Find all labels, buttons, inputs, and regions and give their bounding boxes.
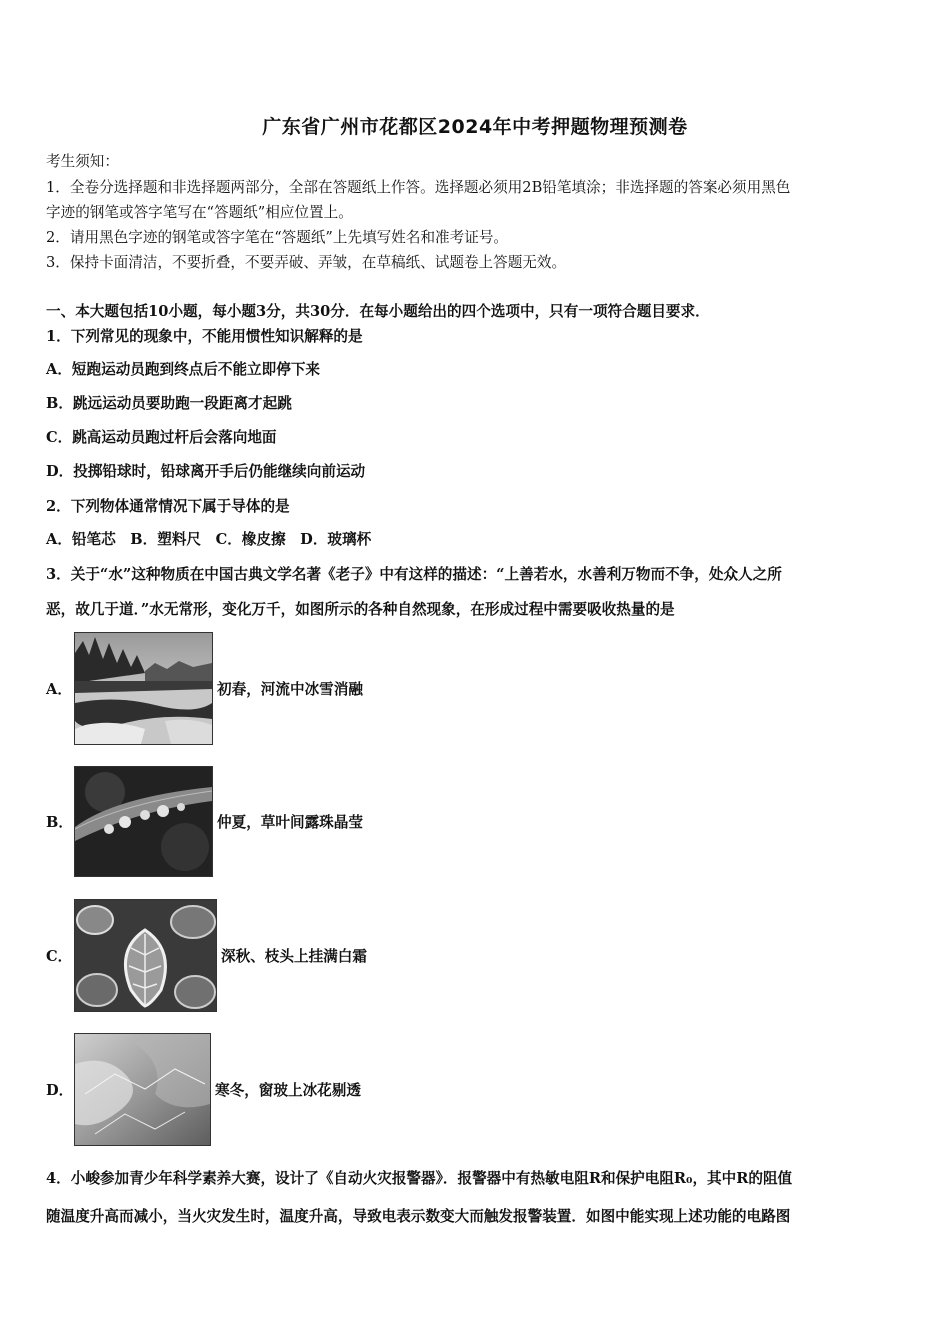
question-2-stem: 2．下列物体通常情况下属于导体的是 [46, 498, 290, 515]
option-letter: D． [46, 1082, 74, 1099]
question-1-option-c: C．跳高运动员跑过杆后会落向地面 [46, 429, 277, 446]
option-text: 仲夏，草叶间露珠晶莹 [217, 814, 363, 831]
question-3-option-d [46, 1033, 361, 1146]
question-4-stem: 4．小峻参加青少年科学素养大赛，设计了《自动火灾报警器》．报警器中有热敏电阻R和保护电阻R₀，其中R的阻值 [46, 1170, 793, 1187]
notice-item: 3．保持卡面清洁，不要折叠，不要弄破、弄皱，在草稿纸、试题卷上答题无效。 [46, 254, 567, 271]
dew-drops-photo [74, 766, 213, 877]
option-text: 寒冬，窗玻上冰花剔透 [215, 1082, 361, 1099]
question-4-stem: 随温度升高而减小，当火灾发生时，温度升高，导致电表示数变大而触发报警装置．如图中能实现上述功能的电路图 [46, 1208, 791, 1225]
question-2-options: A．铅笔芯 B．塑料尺 C．橡皮擦 D．玻璃杯 [46, 531, 372, 548]
section-heading: 一、本大题包括10小题，每小题3分，共30分．在每小题给出的四个选项中，只有一项符合题目要求． [46, 303, 710, 320]
frost-leaves-photo [74, 899, 217, 1012]
river-ice-melting-photo [74, 632, 213, 745]
question-3-option-b [46, 766, 363, 877]
question-1-option-b: B．跳远运动员要助跑一段距离才起跳 [46, 395, 292, 412]
question-1-option-a: A．短跑运动员跑到终点后不能立即停下来 [46, 361, 321, 378]
question-3-option-a [46, 632, 363, 745]
question-1-stem: 1．下列常见的现象中，不能用惯性知识解释的是 [46, 328, 363, 345]
question-1-option-d: D．投掷铅球时，铅球离开手后仍能继续向前运动 [46, 463, 366, 480]
option-letter: A． [46, 681, 72, 698]
notice-item: 2．请用黑色字迹的钢笔或答字笔在“答题纸”上先填写姓名和准考证号。 [46, 229, 509, 246]
notice-heading: 考生须知： [46, 153, 119, 170]
option-text: 深秋、枝头上挂满白霜 [221, 948, 367, 965]
option-letter: B． [46, 814, 73, 831]
option-text: 初春，河流中冰雪消融 [217, 681, 363, 698]
question-3-option-c [46, 899, 367, 1012]
notice-item: 1．全卷分选择题和非选择题两部分，全部在答题纸上作答。选择题必须用2B铅笔填涂；非选择题的答案必须用黑色 [46, 179, 791, 196]
notice-item: 字迹的钢笔或答字笔写在“答题纸”相应位置上。 [46, 204, 353, 221]
question-3-stem: 3．关于“水”这种物质在中国古典文学名著《老子》中有这样的描述：“上善若水，水善利万物而不争，处众人之所 [46, 566, 782, 583]
ice-flowers-window-photo [74, 1033, 211, 1146]
question-3-stem: 恶，故几于道．”水无常形，变化万千，如图所示的各种自然现象，在形成过程中需要吸收热量的是 [46, 601, 675, 618]
page-title: 广东省广州市花都区2024年中考押题物理预测卷 [262, 116, 688, 138]
option-letter: C． [46, 948, 73, 965]
